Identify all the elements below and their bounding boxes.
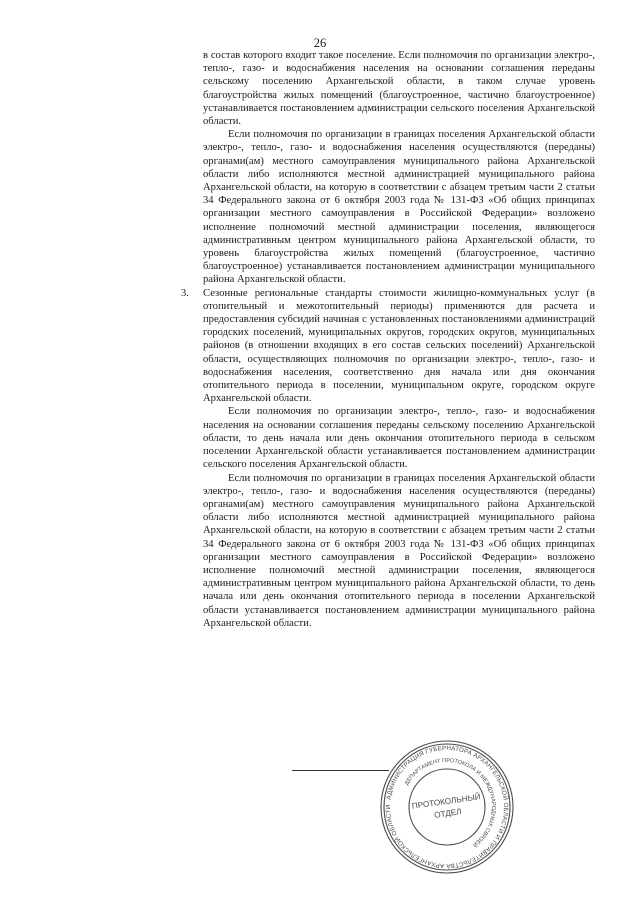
document-body bbox=[181, 49, 595, 630]
page-number: 26 bbox=[313, 36, 327, 50]
signature-line bbox=[292, 770, 389, 771]
paragraph: Если полномочия по организации электро-, тепло-, газо- и водоснабжения населения на основании соглашения переданы сельскому поселению Архангельской области, то день начала или день окончания отопительного периода в сельском поселении Архангельской области устанавливается постановлением администрации сельского поселения Архангельской области. bbox=[203, 406, 595, 471]
list-marker: 3. bbox=[181, 287, 189, 299]
stamp-ring-text-inner: ДЕПАРТАМЕНТ ПРОТОКОЛА И МЕЖДУНАРОДНЫХ СВЯЗЕЙ bbox=[404, 757, 497, 848]
stamp-center-line1: ПРОТОКОЛЬНЫЙ bbox=[411, 792, 482, 811]
stamp-ring-text: АДМИНИСТРАЦИЯ ГУБЕРНАТОРА АРХАНГЕЛЬСКОЙ ОБЛАСТИ И ПРАВИТЕЛЬСТВА АРХАНГЕЛЬСКОЙ ОБЛАСТИ bbox=[384, 744, 510, 870]
numbered-item-3 bbox=[181, 287, 595, 406]
stamp-center-line2: ОТДЕЛ bbox=[433, 807, 463, 820]
paragraph: Если полномочия по организации в границах поселения Архангельской области электро-, тепло-, газо- и водоснабжения населения осуществляются (переданы) органами(ам) местного самоуправления муниципального района Архангельской области либо исполняются местной администрацией муниципального района Архангельской области, на которую в соответствии с абзацем третьим части 2 статьи 34 Федерального закона от 6 октября 2003 года № 131-ФЗ «Об общих принципах организации местного самоуправления в Российской Федерации» возложено исполнение полномочий местной администрации поселения, являющегося административным центром муниципального района Архангельской области, то день начала или день окончания отопительного периода в поселении Архангельской области устанавливается постановлением администрации муниципального района Архангельской области. bbox=[203, 472, 595, 629]
official-stamp bbox=[378, 738, 516, 876]
paragraph: Если полномочия по организации в границах поселения Архангельской области электро-, тепло-, газо- и водоснабжения населения осуществляются (переданы) органами(ам) местного самоуправления муниципального района Архангельской области либо исполняются местной администрацией муниципального района Архангельской области, на которую в соответствии с абзацем третьим части 2 статьи 34 Федерального закона от 6 октября 2003 года № 131-ФЗ «Об общих принципах организации местного самоуправления в Российской Федерации» возложено исполнение полномочий местной администрации поселения, являющегося административным центром муниципального района Архангельской области, то уровень благоустройства жилых помещений (благоустроенное, частично благоустроенное) устанавливается постановлением администрации муниципального района Архангельской области. bbox=[203, 129, 595, 286]
list-item-text: Сезонные региональные стандарты стоимости жилищно-коммунальных услуг (в отопительный и межотопительный периоды) применяются для расчета и предоставления субсидий начиная с установленных постановлениями администраций городских поселений, муниципальных округов, городских округов, муниципальных районов (в отношении входящих в его состав сельских поселений) Архангельской области, осуществляющих полномочия по организации электро-, тепло-, газо- и водоснабжения населения, соответственно дня начала или дня окончания отопительного периода в поселении, муниципальном округе, городском округе Архангельской области. bbox=[203, 287, 595, 405]
paragraph-continuation: в состав которого входит такое поселение. Если полномочия по организации электро-, тепло-, газо- и водоснабжения населения на основании соглашения переданы сельскому поселению Архангельской области, в таком случае уровень благоустройства жилых помещений (благоустроенное, частично благоустроенное) устанавливается постановлением администрации сельского поселения Архангельской области. bbox=[203, 50, 595, 128]
